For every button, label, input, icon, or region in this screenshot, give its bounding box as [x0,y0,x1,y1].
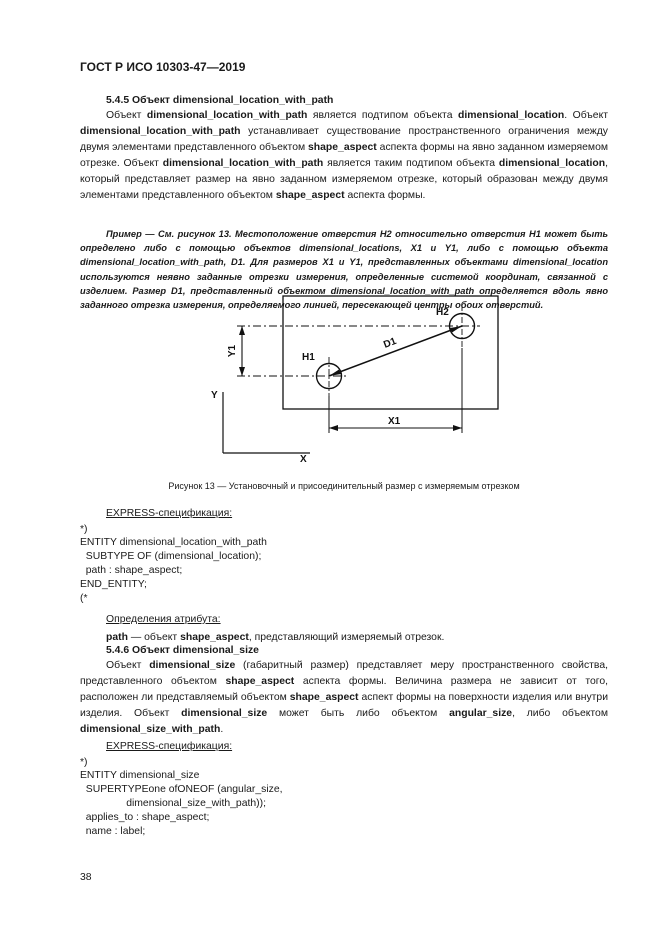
d1-path-line [329,326,462,376]
express-title-1: EXPRESS-спецификация: [106,508,233,519]
label-x1: X1 [388,416,401,427]
y1-arrow-bottom [239,367,245,376]
code-line: name : label; [80,826,146,837]
section-546-paragraph: Объект dimensional_size (габаритный размер) представляет меру пространственного свойства, представленного объектом shape_aspect аспекта формы. Величина размера не зависит от того, расположен ли представляемый объектом shape_aspect аспект формы на поверхности изделия или внутри изделия. Объект dimensional_size может быть либо объектом angular_size, либо объектом dimensional_size_with_path. [80,660,608,735]
code-line: SUPERTYPEone ofONEOF (angular_size, [80,784,283,795]
figure-caption: Рисунок 13 — Установочный и присоединительный размер с измеряемым отрезком [168,481,520,491]
code-line: dimensional_size_with_path)); [80,798,266,809]
section-545-paragraph: Объект dimensional_location_with_path является подтипом объекта dimensional_location. Объект dimensional_location_with_path устанавливает существование пространственного ограничения между двумя элементами представленного объектом shape_aspect аспекта формы на явно заданном измеряемом отрезке. Объект dimensional_location_with_path является таким подтипом объекта dimensional_location, который представляет размер на явно заданном измеряемом отрезке, который образован между двумя элементами представленного объектом shape_aspect аспекта формы. [80,110,608,201]
code-line: *) [80,524,88,535]
page-number: 38 [80,872,92,883]
y1-arrow-top [239,326,245,335]
label-h1: H1 [302,352,315,363]
code-line: applies_to : shape_aspect; [80,812,210,823]
label-axis-y: Y [211,390,218,401]
label-d1: D1 [382,335,399,351]
d1-arrow-start [329,370,341,377]
section-heading-546: 5.4.6 Объект dimensional_size [106,645,259,656]
code-line: END_ENTITY; [80,579,147,590]
d1-arrow-end [450,326,462,333]
code-line: (* [80,593,88,604]
x1-arrow-left [329,425,338,431]
attribute-path-definition: path — объект shape_aspect, представляющий измеряемый отрезок. [106,632,445,643]
express-title-2: EXPRESS-спецификация: [106,741,233,752]
code-line: ENTITY dimensional_location_with_path [80,537,267,548]
code-line: *) [80,757,88,768]
section-heading-545: 5.4.5 Объект dimensional_location_with_path [106,95,334,106]
attribute-definitions-title: Определения атрибута: [106,614,221,625]
example-paragraph: Пример — См. рисунок 13. Местоположение отверстия H2 относительно отверстия H1 может быть определено либо с помощью объектов dimensional_locations, X1 и Y1, либо с помощью объекта dimensional_location_with_path, D1. Для размеров X1 и Y1, представленных объектами dimensional_location используются неявно заданные отрезки измерения, определенные системой координат, связанной с изделием. Размер D1, представленный объектом dimensional_location_with_path определяется вдоль явно заданного отрезка измерения, определяемого линией, пересекающей центры обоих отверстий. [80,229,608,311]
label-h2: H2 [436,307,449,318]
code-line: ENTITY dimensional_size [80,770,200,781]
code-line: SUBTYPE OF (dimensional_location); [80,551,262,562]
label-axis-x: X [300,454,307,465]
x1-arrow-right [453,425,462,431]
code-line: path : shape_aspect; [80,565,183,576]
document-header: ГОСТ Р ИСО 10303-47—2019 [80,60,246,74]
label-y1: Y1 [227,344,238,358]
